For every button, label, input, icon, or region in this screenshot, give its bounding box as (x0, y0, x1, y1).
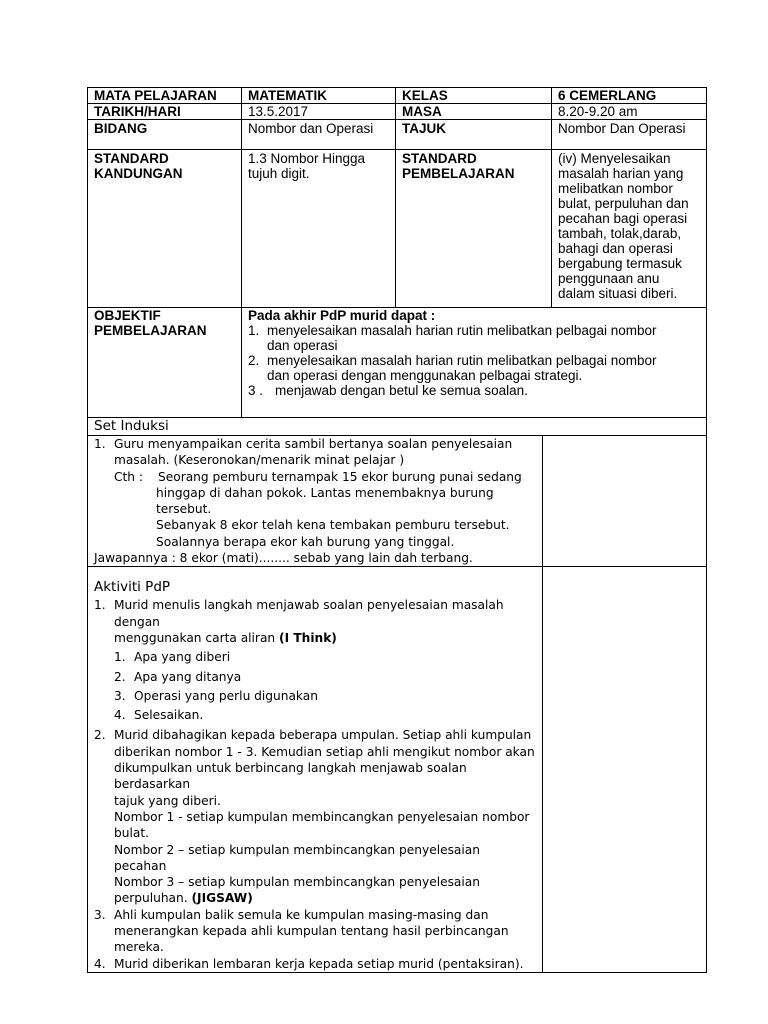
i-think-label: (I Think) (279, 630, 337, 645)
aktiviti-line (114, 890, 536, 906)
learning-standard-line: melibatkan nombor (558, 181, 673, 196)
aktiviti-line: bulat. (114, 826, 149, 841)
lesson-header-table (87, 87, 707, 418)
aktiviti-item (94, 956, 536, 972)
subject-label: MATA PELAJARAN (88, 88, 242, 104)
objective-text: dan operasi (267, 338, 338, 353)
answer-line: Jawapannya : 8 ekor (mati)........ sebab yang lain dah terbang. (94, 551, 473, 566)
set-induksi-item (94, 436, 536, 469)
objective-number: 1. (248, 323, 260, 338)
learning-standard-line: bulat, perpuluhan dan (558, 196, 689, 211)
objective-label-line: PEMBELAJARAN (94, 323, 207, 338)
content-standard-label-line: STANDARD (94, 151, 169, 166)
content-standard-value-line: tujuh digit. (248, 166, 310, 181)
aktiviti-item (94, 597, 536, 723)
learning-standard-line: bahagi dan operasi (558, 241, 673, 256)
objective-item (248, 323, 700, 353)
aktiviti-line: dikumpulkan untuk berbincang langkah menjawab soalan berdasarkan (114, 761, 467, 792)
item-number: 4. (94, 956, 106, 971)
objective-text: menjawab dengan betul ke semua soalan. (275, 383, 528, 398)
step-number: 4. (114, 708, 126, 723)
learning-standard-value (552, 150, 707, 308)
objective-number: 3 . (248, 383, 264, 398)
learning-standard-line: penggunaan anu (558, 271, 660, 286)
aktiviti-title: Aktiviti PdP (94, 579, 171, 596)
aktiviti-line: Murid dibahagikan kepada beberapa umpulan. Setiap ahli kumpulan (114, 728, 532, 743)
aktiviti-line: Nombor 3 – setiap kumpulan membincangkan penyelesaian (114, 875, 480, 890)
set-induksi-line: masalah. (Keseronokan/menarik minat pelajar ) (114, 453, 405, 468)
step-list (114, 649, 536, 723)
step-number: 2. (114, 669, 126, 684)
objective-label-line: OBJEKTIF (94, 308, 161, 323)
time-value: 8.20-9.20 am (552, 104, 707, 120)
content-standard-value-line: 1.3 Nombor Hingga (248, 151, 366, 166)
step-text: Apa yang diberi (134, 650, 231, 665)
topic-value: Nombor Dan Operasi (552, 120, 707, 150)
step-text: Apa yang ditanya (134, 669, 242, 684)
objective-label (88, 308, 242, 418)
aktiviti-line: diberikan nombor 1 - 3. Kemudian setiap ahli mengikut nombor akan (114, 744, 535, 759)
content-standard-label-line: KANDUNGAN (94, 166, 183, 181)
step-item (114, 649, 536, 665)
class-label: KELAS (396, 88, 552, 104)
learning-standard-line: pecahan bagi operasi (558, 211, 688, 226)
learning-standard-line: tambah, tolak,darab, (558, 226, 682, 241)
example-label: Cth : (114, 469, 143, 484)
learning-standard-line: bergabung termasuk (558, 256, 682, 271)
learning-standard-label (396, 150, 552, 308)
item-number: 1. (94, 598, 106, 613)
field-label: BIDANG (88, 120, 242, 150)
aktiviti-line: tajuk yang diberi. (114, 793, 221, 808)
aktiviti-line: Murid diberikan lembaran kerja kepada setiap murid (pentaksiran). (114, 956, 524, 971)
aktiviti-notes (543, 567, 707, 973)
set-induksi-title: Set Induksi (88, 418, 707, 436)
example-line: hinggap di dahan pokok. Lantas menembaknya burung tersebut. (156, 485, 494, 517)
item-number: 3. (94, 907, 106, 922)
item-number: 2. (94, 728, 106, 743)
content-standard-label (88, 150, 242, 308)
learning-standard-line: dalam situasi diberi. (558, 286, 678, 301)
example-block (94, 469, 536, 550)
step-number: 1. (114, 650, 126, 665)
aktiviti-list (94, 597, 536, 972)
set-induksi-content (88, 436, 543, 567)
field-value: Nombor dan Operasi (242, 120, 396, 150)
learning-standard-label-line: STANDARD (402, 151, 477, 166)
aktiviti-text: menggunakan carta aliran (114, 630, 280, 645)
example-line: Soalannya berapa ekor kah burung yang tinggal. (156, 534, 455, 549)
aktiviti-line: Murid menulis langkah menjawab soalan penyelesaian masalah dengan (114, 598, 504, 629)
aktiviti-line: Nombor 1 - setiap kumpulan membincangkan penyelesaian nombor (114, 809, 530, 824)
date-label: TARIKH/HARI (88, 104, 242, 120)
step-text: Operasi yang perlu digunakan (134, 688, 318, 703)
step-item (114, 707, 536, 723)
learning-standard-label-line: PEMBELAJARAN (402, 166, 515, 181)
aktiviti-line: Nombor 2 – setiap kumpulan membincangkan penyelesaian pecahan (114, 842, 480, 873)
aktiviti-line (114, 630, 536, 646)
activity-table (87, 417, 707, 973)
step-item (114, 688, 536, 704)
topic-label: TAJUK (396, 120, 552, 150)
objective-content (242, 308, 707, 418)
aktiviti-content (88, 567, 543, 973)
time-label: MASA (396, 104, 552, 120)
subject-value: MATEMATIK (242, 88, 396, 104)
content-standard-value (242, 150, 396, 308)
step-item (114, 669, 536, 685)
objective-item (248, 383, 700, 398)
aktiviti-item (94, 727, 536, 906)
set-induksi-line: Guru menyampaikan cerita sambil bertanya soalan penyelesaian (114, 437, 513, 451)
aktiviti-item (94, 907, 536, 956)
objective-intro: Pada akhir PdP murid dapat : (248, 308, 436, 323)
objective-text: dan operasi dengan menggunakan pelbagai strategi. (267, 368, 583, 383)
aktiviti-line: menerangkan kepada ahli kumpulan tentang hasil perbincangan mereka. (114, 924, 509, 955)
aktiviti-line: Ahli kumpulan balik semula ke kumpulan masing-masing dan (114, 907, 489, 922)
objective-item (248, 353, 700, 383)
step-number: 3. (114, 688, 126, 703)
objective-number: 2. (248, 353, 260, 368)
example-line: Sebanyak 8 ekor telah kena tembakan pemburu tersebut. (156, 518, 510, 533)
date-value: 13.5.2017 (242, 104, 396, 120)
jigsaw-label: (JIGSAW) (191, 891, 253, 906)
item-number: 1. (94, 437, 106, 451)
learning-standard-line: (iv) Menyelesaikan (558, 151, 671, 166)
objective-text: menyelesaikan masalah harian rutin melibatkan pelbagai nombor (267, 323, 657, 338)
set-induksi-notes (543, 436, 707, 567)
learning-standard-line: masalah harian yang (558, 166, 684, 181)
class-value: 6 CEMERLANG (552, 88, 707, 104)
step-text: Selesaikan. (134, 708, 204, 723)
objective-list (248, 323, 700, 398)
aktiviti-text: perpuluhan. (114, 891, 192, 906)
example-line: Seorang pemburu ternampak 15 ekor burung punai sedang (158, 469, 522, 484)
objective-text: menyelesaikan masalah harian rutin melibatkan pelbagai nombor (267, 353, 657, 368)
lesson-plan-document (87, 87, 706, 973)
